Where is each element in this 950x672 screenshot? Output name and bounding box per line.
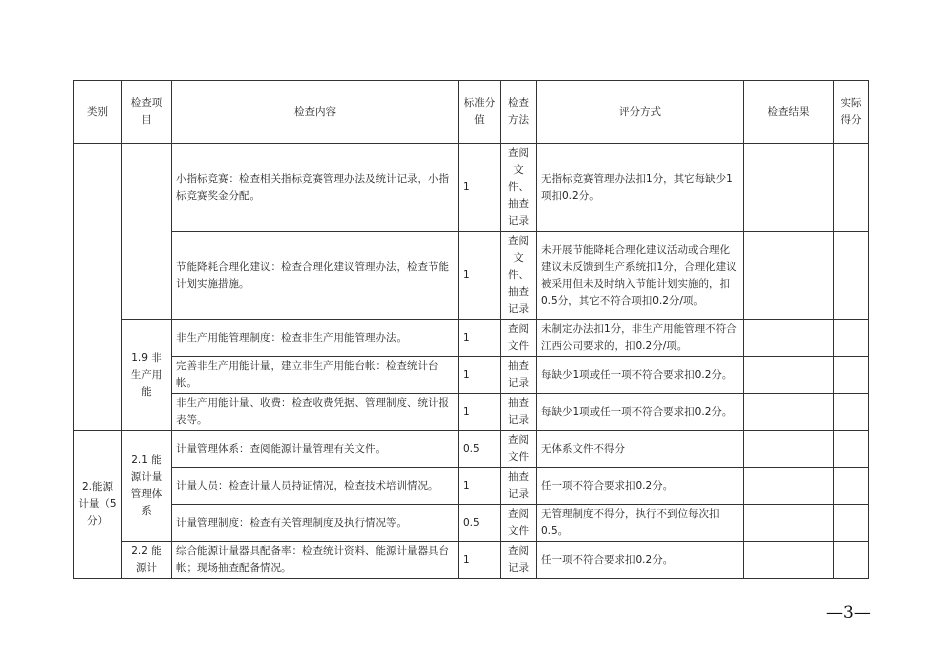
standard-cell: 1 [459, 542, 501, 579]
content-cell: 计量管理制度：检查有关管理制度及执行情况等。 [172, 505, 459, 542]
table-row [74, 357, 869, 394]
method-cell: 抽查记录 [501, 468, 537, 505]
standard-cell: 1 [459, 468, 501, 505]
scoring-cell: 每缺少1项或任一项不符合要求扣0.2分。 [537, 394, 744, 431]
method-cell: 查阅文件 [501, 320, 537, 357]
result-cell [744, 232, 834, 320]
scoring-cell: 任一项不符合要求扣0.2分。 [537, 468, 744, 505]
header-scoring: 评分方式 [537, 81, 744, 144]
content-cell: 非生产用能计量、收费：检查收费凭据、管理制度、统计报表等。 [172, 394, 459, 431]
result-cell [744, 505, 834, 542]
standard-cell: 1 [459, 232, 501, 320]
content-cell: 节能降耗合理化建议：检查合理化建议管理办法，检查节能计划实施措施。 [172, 232, 459, 320]
method-cell: 查阅文件、抽查记录 [501, 144, 537, 232]
result-cell [744, 394, 834, 431]
scoring-cell: 无指标竞赛管理办法扣1分，其它每缺少1项扣0.2分。 [537, 144, 744, 232]
standard-cell: 0.5 [459, 505, 501, 542]
standard-cell: 0.5 [459, 431, 501, 468]
scoring-cell: 每缺少1项或任一项不符合要求扣0.2分。 [537, 357, 744, 394]
item-cell: 2.1 能源计量管理体系 [122, 431, 172, 542]
scoring-cell: 任一项不符合要求扣0.2分。 [537, 542, 744, 579]
content-cell: 计量人员：检查计量人员持证情况，检查技术培训情况。 [172, 468, 459, 505]
actual-score-cell [834, 505, 869, 542]
table-row [74, 431, 869, 468]
table-row [74, 320, 869, 357]
item-cell [122, 144, 172, 320]
table-row [74, 232, 869, 320]
table-header-row [74, 81, 869, 144]
table-row [74, 144, 869, 232]
actual-score-cell [834, 542, 869, 579]
table-row [74, 505, 869, 542]
content-cell: 完善非生产用能计量，建立非生产用能台帐：检查统计台帐。 [172, 357, 459, 394]
actual-score-cell [834, 232, 869, 320]
scoring-cell: 未开展节能降耗合理化建议活动或合理化建议未反馈到生产系统扣1分，合理化建议被采用但未及时纳入节能计划实施的，扣0.5分，其它不符合项扣0.2分/项。 [537, 232, 744, 320]
content-cell: 综合能源计量器具配备率：检查统计资料、能源计量器具台帐；现场抽查配备情况。 [172, 542, 459, 579]
actual-score-cell [834, 320, 869, 357]
table-row [74, 394, 869, 431]
header-content: 检查内容 [172, 81, 459, 144]
content-cell: 非生产用能管理制度：检查非生产用能管理办法。 [172, 320, 459, 357]
page-number: —3— [826, 603, 871, 623]
item-cell: 2.2 能源计 [122, 542, 172, 579]
scoring-cell: 无体系文件不得分 [537, 431, 744, 468]
standard-cell: 1 [459, 394, 501, 431]
header-actual: 实际得分 [834, 81, 869, 144]
result-cell [744, 357, 834, 394]
header-category: 类别 [74, 81, 122, 144]
inspection-table [73, 80, 869, 579]
scoring-cell: 无管理制度不得分，执行不到位每次扣0.5。 [537, 505, 744, 542]
table-row [74, 468, 869, 505]
actual-score-cell [834, 431, 869, 468]
actual-score-cell [834, 144, 869, 232]
actual-score-cell [834, 357, 869, 394]
header-method: 检查方法 [501, 81, 537, 144]
standard-cell: 1 [459, 320, 501, 357]
result-cell [744, 144, 834, 232]
header-standard: 标准分值 [459, 81, 501, 144]
result-cell [744, 468, 834, 505]
method-cell: 查阅文件、抽查记录 [501, 232, 537, 320]
category-cell: 2.能源计量（5分） [74, 431, 122, 579]
method-cell: 查阅文件 [501, 431, 537, 468]
scoring-cell: 未制定办法扣1分，非生产用能管理不符合江西公司要求的，扣0.2分/项。 [537, 320, 744, 357]
header-result: 检查结果 [744, 81, 834, 144]
table-row [74, 542, 869, 579]
item-cell: 1.9 非生产用能 [122, 320, 172, 431]
method-cell: 查阅文件 [501, 505, 537, 542]
result-cell [744, 542, 834, 579]
category-cell [74, 144, 122, 431]
standard-cell: 1 [459, 144, 501, 232]
result-cell [744, 431, 834, 468]
actual-score-cell [834, 394, 869, 431]
standard-cell: 1 [459, 357, 501, 394]
method-cell: 查阅记录 [501, 542, 537, 579]
content-cell: 计量管理体系：查阅能源计量管理有关文件。 [172, 431, 459, 468]
method-cell: 抽查记录 [501, 394, 537, 431]
actual-score-cell [834, 468, 869, 505]
header-item: 检查项目 [122, 81, 172, 144]
result-cell [744, 320, 834, 357]
method-cell: 抽查记录 [501, 357, 537, 394]
content-cell: 小指标竞赛：检查相关指标竞赛管理办法及统计记录，小指标竞赛奖金分配。 [172, 144, 459, 232]
